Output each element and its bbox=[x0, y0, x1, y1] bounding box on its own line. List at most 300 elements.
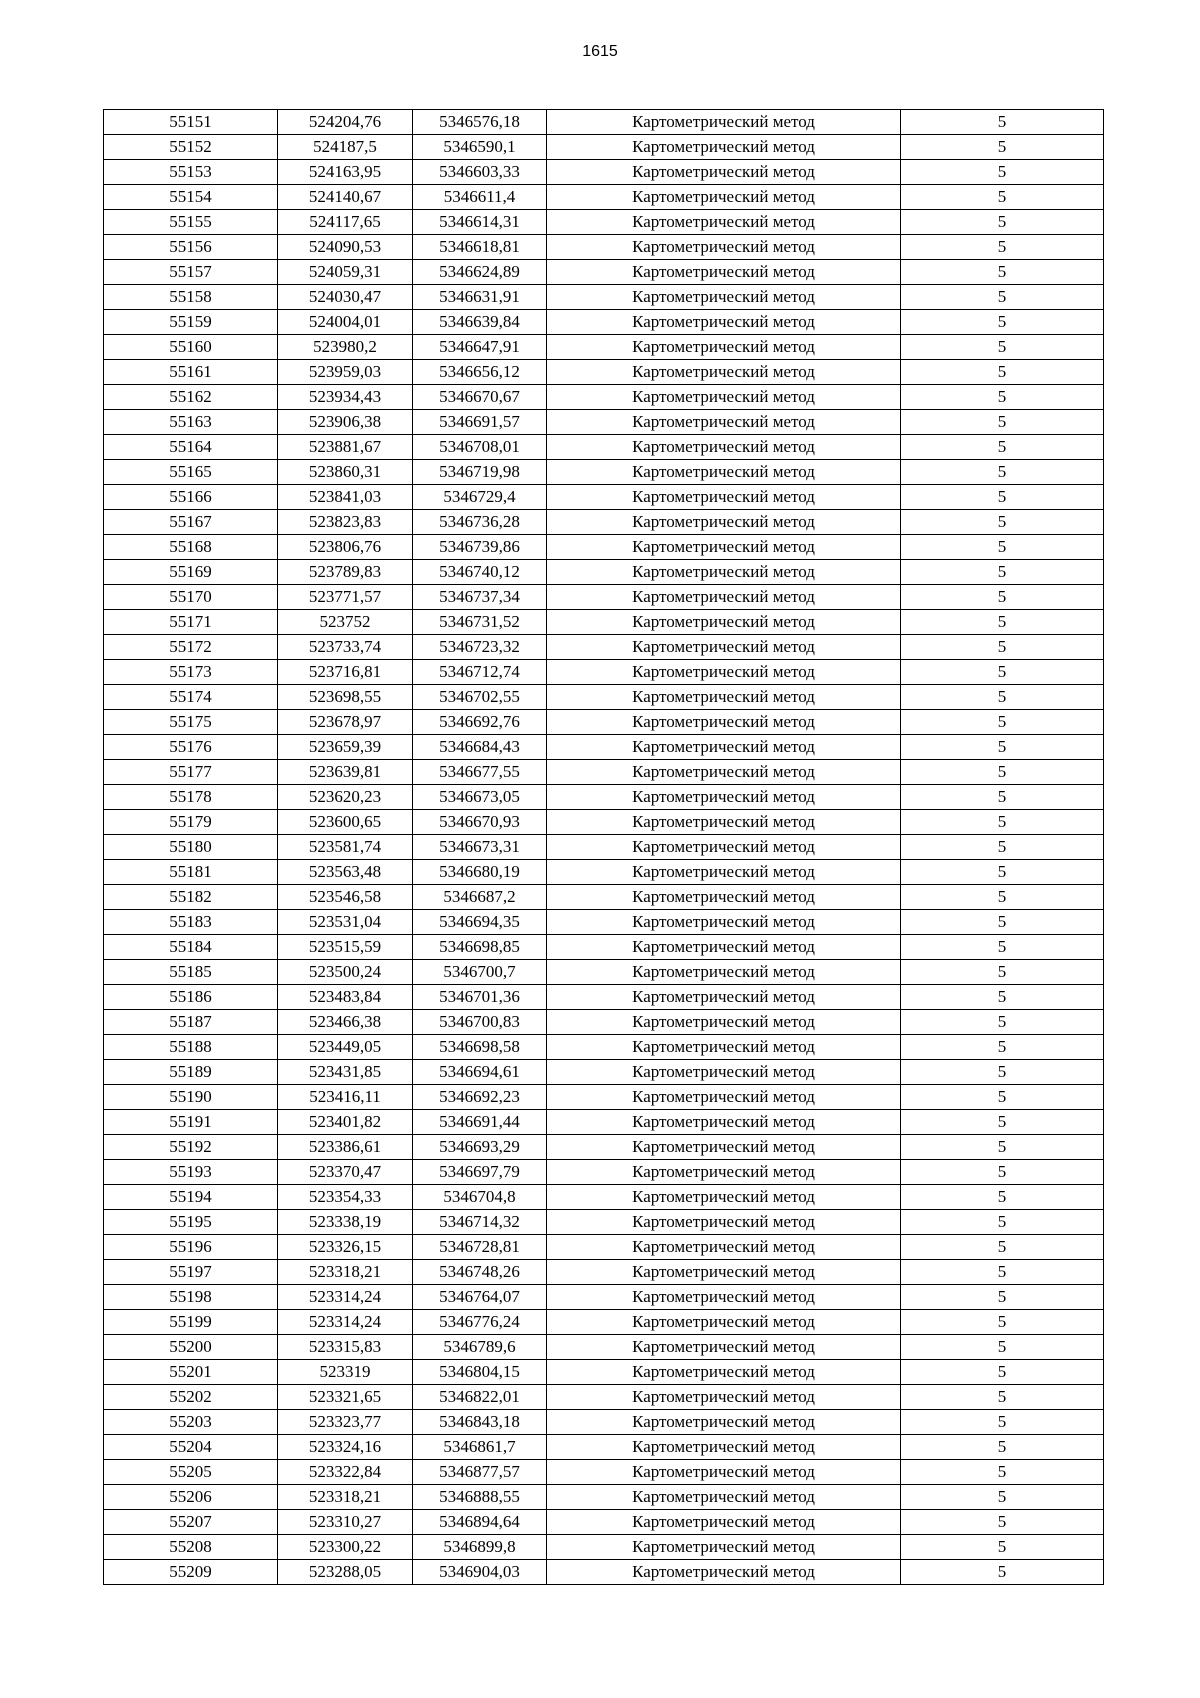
table-row bbox=[104, 1535, 1104, 1560]
y-coordinate-cell: 5346764,07 bbox=[413, 1285, 547, 1310]
y-coordinate-cell: 5346698,85 bbox=[413, 935, 547, 960]
method-cell: Картометрический метод bbox=[547, 1210, 901, 1235]
accuracy-cell: 5 bbox=[901, 1385, 1104, 1410]
method-cell: Картометрический метод bbox=[547, 760, 901, 785]
point-number-cell: 55186 bbox=[104, 985, 278, 1010]
y-coordinate-cell: 5346576,18 bbox=[413, 110, 547, 135]
point-number-cell: 55183 bbox=[104, 910, 278, 935]
x-coordinate-cell: 523789,83 bbox=[278, 560, 413, 585]
y-coordinate-cell: 5346680,19 bbox=[413, 860, 547, 885]
point-number-cell: 55199 bbox=[104, 1310, 278, 1335]
method-cell: Картометрический метод bbox=[547, 935, 901, 960]
method-cell: Картометрический метод bbox=[547, 385, 901, 410]
method-cell: Картометрический метод bbox=[547, 1410, 901, 1435]
accuracy-cell: 5 bbox=[901, 210, 1104, 235]
table-row bbox=[104, 510, 1104, 535]
table-row bbox=[104, 1235, 1104, 1260]
y-coordinate-cell: 5346691,44 bbox=[413, 1110, 547, 1135]
accuracy-cell: 5 bbox=[901, 510, 1104, 535]
method-cell: Картометрический метод bbox=[547, 1185, 901, 1210]
point-number-cell: 55202 bbox=[104, 1385, 278, 1410]
y-coordinate-cell: 5346603,33 bbox=[413, 160, 547, 185]
accuracy-cell: 5 bbox=[901, 360, 1104, 385]
y-coordinate-cell: 5346789,6 bbox=[413, 1335, 547, 1360]
point-number-cell: 55167 bbox=[104, 510, 278, 535]
method-cell: Картометрический метод bbox=[547, 435, 901, 460]
method-cell: Картометрический метод bbox=[547, 985, 901, 1010]
table-row bbox=[104, 260, 1104, 285]
y-coordinate-cell: 5346736,28 bbox=[413, 510, 547, 535]
table-row bbox=[104, 760, 1104, 785]
method-cell: Картометрический метод bbox=[547, 285, 901, 310]
x-coordinate-cell: 523959,03 bbox=[278, 360, 413, 385]
method-cell: Картометрический метод bbox=[547, 210, 901, 235]
method-cell: Картометрический метод bbox=[547, 235, 901, 260]
point-number-cell: 55208 bbox=[104, 1535, 278, 1560]
method-cell: Картометрический метод bbox=[547, 1085, 901, 1110]
x-coordinate-cell: 524163,95 bbox=[278, 160, 413, 185]
point-number-cell: 55155 bbox=[104, 210, 278, 235]
y-coordinate-cell: 5346590,1 bbox=[413, 135, 547, 160]
table-row bbox=[104, 1560, 1104, 1585]
x-coordinate-cell: 523531,04 bbox=[278, 910, 413, 935]
x-coordinate-cell: 523326,15 bbox=[278, 1235, 413, 1260]
accuracy-cell: 5 bbox=[901, 285, 1104, 310]
accuracy-cell: 5 bbox=[901, 1035, 1104, 1060]
x-coordinate-cell: 523370,47 bbox=[278, 1160, 413, 1185]
y-coordinate-cell: 5346729,4 bbox=[413, 485, 547, 510]
table-row bbox=[104, 435, 1104, 460]
method-cell: Картометрический метод bbox=[547, 810, 901, 835]
table-row bbox=[104, 1435, 1104, 1460]
point-number-cell: 55187 bbox=[104, 1010, 278, 1035]
point-number-cell: 55166 bbox=[104, 485, 278, 510]
method-cell: Картометрический метод bbox=[547, 360, 901, 385]
point-number-cell: 55193 bbox=[104, 1160, 278, 1185]
table-row bbox=[104, 810, 1104, 835]
table-row bbox=[104, 660, 1104, 685]
y-coordinate-cell: 5346687,2 bbox=[413, 885, 547, 910]
point-number-cell: 55175 bbox=[104, 710, 278, 735]
accuracy-cell: 5 bbox=[901, 960, 1104, 985]
accuracy-cell: 5 bbox=[901, 660, 1104, 685]
accuracy-cell: 5 bbox=[901, 1410, 1104, 1435]
x-coordinate-cell: 523338,19 bbox=[278, 1210, 413, 1235]
table-row bbox=[104, 335, 1104, 360]
method-cell: Картометрический метод bbox=[547, 1460, 901, 1485]
method-cell: Картометрический метод bbox=[547, 135, 901, 160]
accuracy-cell: 5 bbox=[901, 560, 1104, 585]
method-cell: Картометрический метод bbox=[547, 110, 901, 135]
table-row bbox=[104, 485, 1104, 510]
point-number-cell: 55169 bbox=[104, 560, 278, 585]
point-number-cell: 55182 bbox=[104, 885, 278, 910]
x-coordinate-cell: 524090,53 bbox=[278, 235, 413, 260]
y-coordinate-cell: 5346861,7 bbox=[413, 1435, 547, 1460]
x-coordinate-cell: 523318,21 bbox=[278, 1485, 413, 1510]
table-row bbox=[104, 635, 1104, 660]
point-number-cell: 55196 bbox=[104, 1235, 278, 1260]
y-coordinate-cell: 5346731,52 bbox=[413, 610, 547, 635]
table-row bbox=[104, 1110, 1104, 1135]
x-coordinate-cell: 523323,77 bbox=[278, 1410, 413, 1435]
point-number-cell: 55153 bbox=[104, 160, 278, 185]
y-coordinate-cell: 5346904,03 bbox=[413, 1560, 547, 1585]
y-coordinate-cell: 5346701,36 bbox=[413, 985, 547, 1010]
point-number-cell: 55207 bbox=[104, 1510, 278, 1535]
y-coordinate-cell: 5346673,31 bbox=[413, 835, 547, 860]
table-row bbox=[104, 885, 1104, 910]
x-coordinate-cell: 523639,81 bbox=[278, 760, 413, 785]
table-row bbox=[104, 310, 1104, 335]
y-coordinate-cell: 5346702,55 bbox=[413, 685, 547, 710]
method-cell: Картометрический метод bbox=[547, 960, 901, 985]
accuracy-cell: 5 bbox=[901, 1260, 1104, 1285]
table-row bbox=[104, 910, 1104, 935]
method-cell: Картометрический метод bbox=[547, 510, 901, 535]
point-number-cell: 55163 bbox=[104, 410, 278, 435]
table-row bbox=[104, 585, 1104, 610]
method-cell: Картометрический метод bbox=[547, 1260, 901, 1285]
x-coordinate-cell: 523322,84 bbox=[278, 1460, 413, 1485]
table-row bbox=[104, 285, 1104, 310]
y-coordinate-cell: 5346748,26 bbox=[413, 1260, 547, 1285]
table-row bbox=[104, 935, 1104, 960]
x-coordinate-cell: 523386,61 bbox=[278, 1135, 413, 1160]
y-coordinate-cell: 5346618,81 bbox=[413, 235, 547, 260]
y-coordinate-cell: 5346698,58 bbox=[413, 1035, 547, 1060]
point-number-cell: 55177 bbox=[104, 760, 278, 785]
x-coordinate-cell: 523319 bbox=[278, 1360, 413, 1385]
method-cell: Картометрический метод bbox=[547, 1435, 901, 1460]
accuracy-cell: 5 bbox=[901, 785, 1104, 810]
accuracy-cell: 5 bbox=[901, 485, 1104, 510]
accuracy-cell: 5 bbox=[901, 910, 1104, 935]
y-coordinate-cell: 5346656,12 bbox=[413, 360, 547, 385]
point-number-cell: 55162 bbox=[104, 385, 278, 410]
accuracy-cell: 5 bbox=[901, 610, 1104, 635]
point-number-cell: 55200 bbox=[104, 1335, 278, 1360]
method-cell: Картометрический метод bbox=[547, 560, 901, 585]
accuracy-cell: 5 bbox=[901, 1060, 1104, 1085]
accuracy-cell: 5 bbox=[901, 335, 1104, 360]
point-number-cell: 55205 bbox=[104, 1460, 278, 1485]
point-number-cell: 55194 bbox=[104, 1185, 278, 1210]
method-cell: Картометрический метод bbox=[547, 660, 901, 685]
point-number-cell: 55151 bbox=[104, 110, 278, 135]
accuracy-cell: 5 bbox=[901, 885, 1104, 910]
x-coordinate-cell: 523860,31 bbox=[278, 460, 413, 485]
y-coordinate-cell: 5346712,74 bbox=[413, 660, 547, 685]
y-coordinate-cell: 5346723,32 bbox=[413, 635, 547, 660]
point-number-cell: 55161 bbox=[104, 360, 278, 385]
y-coordinate-cell: 5346700,7 bbox=[413, 960, 547, 985]
x-coordinate-cell: 523324,16 bbox=[278, 1435, 413, 1460]
x-coordinate-cell: 523500,24 bbox=[278, 960, 413, 985]
point-number-cell: 55198 bbox=[104, 1285, 278, 1310]
table-row bbox=[104, 1385, 1104, 1410]
y-coordinate-cell: 5346677,55 bbox=[413, 760, 547, 785]
table-row bbox=[104, 710, 1104, 735]
table-row bbox=[104, 1160, 1104, 1185]
y-coordinate-cell: 5346804,15 bbox=[413, 1360, 547, 1385]
accuracy-cell: 5 bbox=[901, 935, 1104, 960]
x-coordinate-cell: 523315,83 bbox=[278, 1335, 413, 1360]
x-coordinate-cell: 523310,27 bbox=[278, 1510, 413, 1535]
y-coordinate-cell: 5346691,57 bbox=[413, 410, 547, 435]
method-cell: Картометрический метод bbox=[547, 1335, 901, 1360]
point-number-cell: 55190 bbox=[104, 1085, 278, 1110]
coordinates-table bbox=[103, 109, 1104, 1585]
point-number-cell: 55158 bbox=[104, 285, 278, 310]
point-number-cell: 55188 bbox=[104, 1035, 278, 1060]
x-coordinate-cell: 523841,03 bbox=[278, 485, 413, 510]
x-coordinate-cell: 524117,65 bbox=[278, 210, 413, 235]
method-cell: Картометрический метод bbox=[547, 185, 901, 210]
table-row bbox=[104, 185, 1104, 210]
table-row bbox=[104, 1460, 1104, 1485]
table-row bbox=[104, 1510, 1104, 1535]
accuracy-cell: 5 bbox=[901, 535, 1104, 560]
x-coordinate-cell: 523906,38 bbox=[278, 410, 413, 435]
x-coordinate-cell: 523483,84 bbox=[278, 985, 413, 1010]
point-number-cell: 55192 bbox=[104, 1135, 278, 1160]
x-coordinate-cell: 523881,67 bbox=[278, 435, 413, 460]
x-coordinate-cell: 523314,24 bbox=[278, 1285, 413, 1310]
method-cell: Картометрический метод bbox=[547, 535, 901, 560]
accuracy-cell: 5 bbox=[901, 135, 1104, 160]
table-row bbox=[104, 735, 1104, 760]
x-coordinate-cell: 523354,33 bbox=[278, 1185, 413, 1210]
point-number-cell: 55179 bbox=[104, 810, 278, 835]
table-row bbox=[104, 860, 1104, 885]
y-coordinate-cell: 5346692,23 bbox=[413, 1085, 547, 1110]
x-coordinate-cell: 523771,57 bbox=[278, 585, 413, 610]
table-row bbox=[104, 1060, 1104, 1085]
accuracy-cell: 5 bbox=[901, 1110, 1104, 1135]
table-row bbox=[104, 1360, 1104, 1385]
point-number-cell: 55159 bbox=[104, 310, 278, 335]
method-cell: Картометрический метод bbox=[547, 310, 901, 335]
y-coordinate-cell: 5346700,83 bbox=[413, 1010, 547, 1035]
accuracy-cell: 5 bbox=[901, 235, 1104, 260]
accuracy-cell: 5 bbox=[901, 1360, 1104, 1385]
accuracy-cell: 5 bbox=[901, 1560, 1104, 1585]
point-number-cell: 55171 bbox=[104, 610, 278, 635]
point-number-cell: 55201 bbox=[104, 1360, 278, 1385]
y-coordinate-cell: 5346631,91 bbox=[413, 285, 547, 310]
accuracy-cell: 5 bbox=[901, 1460, 1104, 1485]
accuracy-cell: 5 bbox=[901, 1435, 1104, 1460]
table-row bbox=[104, 460, 1104, 485]
y-coordinate-cell: 5346719,98 bbox=[413, 460, 547, 485]
y-coordinate-cell: 5346737,34 bbox=[413, 585, 547, 610]
x-coordinate-cell: 524030,47 bbox=[278, 285, 413, 310]
x-coordinate-cell: 523318,21 bbox=[278, 1260, 413, 1285]
y-coordinate-cell: 5346693,29 bbox=[413, 1135, 547, 1160]
table-row bbox=[104, 110, 1104, 135]
point-number-cell: 55204 bbox=[104, 1435, 278, 1460]
accuracy-cell: 5 bbox=[901, 260, 1104, 285]
x-coordinate-cell: 524059,31 bbox=[278, 260, 413, 285]
x-coordinate-cell: 523546,58 bbox=[278, 885, 413, 910]
method-cell: Картометрический метод bbox=[547, 635, 901, 660]
accuracy-cell: 5 bbox=[901, 385, 1104, 410]
x-coordinate-cell: 524140,67 bbox=[278, 185, 413, 210]
y-coordinate-cell: 5346624,89 bbox=[413, 260, 547, 285]
method-cell: Картометрический метод bbox=[547, 1235, 901, 1260]
y-coordinate-cell: 5346673,05 bbox=[413, 785, 547, 810]
accuracy-cell: 5 bbox=[901, 1335, 1104, 1360]
accuracy-cell: 5 bbox=[901, 760, 1104, 785]
y-coordinate-cell: 5346714,32 bbox=[413, 1210, 547, 1235]
y-coordinate-cell: 5346692,76 bbox=[413, 710, 547, 735]
x-coordinate-cell: 523659,39 bbox=[278, 735, 413, 760]
x-coordinate-cell: 524187,5 bbox=[278, 135, 413, 160]
method-cell: Картометрический метод bbox=[547, 785, 901, 810]
table-row bbox=[104, 1285, 1104, 1310]
accuracy-cell: 5 bbox=[901, 460, 1104, 485]
method-cell: Картометрический метод bbox=[547, 460, 901, 485]
method-cell: Картометрический метод bbox=[547, 1485, 901, 1510]
y-coordinate-cell: 5346647,91 bbox=[413, 335, 547, 360]
x-coordinate-cell: 523563,48 bbox=[278, 860, 413, 885]
point-number-cell: 55176 bbox=[104, 735, 278, 760]
y-coordinate-cell: 5346877,57 bbox=[413, 1460, 547, 1485]
y-coordinate-cell: 5346694,35 bbox=[413, 910, 547, 935]
table-row bbox=[104, 1010, 1104, 1035]
y-coordinate-cell: 5346894,64 bbox=[413, 1510, 547, 1535]
accuracy-cell: 5 bbox=[901, 1085, 1104, 1110]
accuracy-cell: 5 bbox=[901, 1285, 1104, 1310]
x-coordinate-cell: 523321,65 bbox=[278, 1385, 413, 1410]
table-row bbox=[104, 1035, 1104, 1060]
method-cell: Картометрический метод bbox=[547, 1285, 901, 1310]
accuracy-cell: 5 bbox=[901, 835, 1104, 860]
y-coordinate-cell: 5346614,31 bbox=[413, 210, 547, 235]
x-coordinate-cell: 523314,24 bbox=[278, 1310, 413, 1335]
method-cell: Картометрический метод bbox=[547, 835, 901, 860]
x-coordinate-cell: 523401,82 bbox=[278, 1110, 413, 1135]
y-coordinate-cell: 5346639,84 bbox=[413, 310, 547, 335]
point-number-cell: 55152 bbox=[104, 135, 278, 160]
y-coordinate-cell: 5346694,61 bbox=[413, 1060, 547, 1085]
method-cell: Картометрический метод bbox=[547, 710, 901, 735]
x-coordinate-cell: 523698,55 bbox=[278, 685, 413, 710]
accuracy-cell: 5 bbox=[901, 860, 1104, 885]
method-cell: Картометрический метод bbox=[547, 610, 901, 635]
point-number-cell: 55203 bbox=[104, 1410, 278, 1435]
accuracy-cell: 5 bbox=[901, 1510, 1104, 1535]
table-row bbox=[104, 560, 1104, 585]
table-row bbox=[104, 1135, 1104, 1160]
x-coordinate-cell: 523466,38 bbox=[278, 1010, 413, 1035]
accuracy-cell: 5 bbox=[901, 1535, 1104, 1560]
y-coordinate-cell: 5346670,93 bbox=[413, 810, 547, 835]
x-coordinate-cell: 523806,76 bbox=[278, 535, 413, 560]
y-coordinate-cell: 5346899,8 bbox=[413, 1535, 547, 1560]
y-coordinate-cell: 5346822,01 bbox=[413, 1385, 547, 1410]
method-cell: Картометрический метод bbox=[547, 1310, 901, 1335]
x-coordinate-cell: 524204,76 bbox=[278, 110, 413, 135]
point-number-cell: 55185 bbox=[104, 960, 278, 985]
point-number-cell: 55172 bbox=[104, 635, 278, 660]
accuracy-cell: 5 bbox=[901, 1210, 1104, 1235]
point-number-cell: 55195 bbox=[104, 1210, 278, 1235]
x-coordinate-cell: 523823,83 bbox=[278, 510, 413, 535]
point-number-cell: 55164 bbox=[104, 435, 278, 460]
accuracy-cell: 5 bbox=[901, 1485, 1104, 1510]
table-row bbox=[104, 360, 1104, 385]
method-cell: Картометрический метод bbox=[547, 885, 901, 910]
accuracy-cell: 5 bbox=[901, 310, 1104, 335]
page-number: 1615 bbox=[582, 43, 618, 60]
x-coordinate-cell: 523980,2 bbox=[278, 335, 413, 360]
x-coordinate-cell: 523416,11 bbox=[278, 1085, 413, 1110]
accuracy-cell: 5 bbox=[901, 160, 1104, 185]
accuracy-cell: 5 bbox=[901, 110, 1104, 135]
table-row bbox=[104, 835, 1104, 860]
y-coordinate-cell: 5346670,67 bbox=[413, 385, 547, 410]
x-coordinate-cell: 523449,05 bbox=[278, 1035, 413, 1060]
x-coordinate-cell: 523716,81 bbox=[278, 660, 413, 685]
y-coordinate-cell: 5346728,81 bbox=[413, 1235, 547, 1260]
table-row bbox=[104, 960, 1104, 985]
point-number-cell: 55174 bbox=[104, 685, 278, 710]
table-row bbox=[104, 135, 1104, 160]
method-cell: Картометрический метод bbox=[547, 585, 901, 610]
method-cell: Картометрический метод bbox=[547, 1385, 901, 1410]
x-coordinate-cell: 523581,74 bbox=[278, 835, 413, 860]
x-coordinate-cell: 523300,22 bbox=[278, 1535, 413, 1560]
method-cell: Картометрический метод bbox=[547, 160, 901, 185]
table-row bbox=[104, 1210, 1104, 1235]
x-coordinate-cell: 523678,97 bbox=[278, 710, 413, 735]
table-row bbox=[104, 985, 1104, 1010]
table-row bbox=[104, 685, 1104, 710]
point-number-cell: 55165 bbox=[104, 460, 278, 485]
method-cell: Картометрический метод bbox=[547, 1160, 901, 1185]
point-number-cell: 55181 bbox=[104, 860, 278, 885]
point-number-cell: 55168 bbox=[104, 535, 278, 560]
point-number-cell: 55206 bbox=[104, 1485, 278, 1510]
method-cell: Картометрический метод bbox=[547, 910, 901, 935]
point-number-cell: 55170 bbox=[104, 585, 278, 610]
method-cell: Картометрический метод bbox=[547, 1535, 901, 1560]
method-cell: Картометрический метод bbox=[547, 735, 901, 760]
table-row bbox=[104, 1185, 1104, 1210]
method-cell: Картометрический метод bbox=[547, 485, 901, 510]
y-coordinate-cell: 5346708,01 bbox=[413, 435, 547, 460]
y-coordinate-cell: 5346684,43 bbox=[413, 735, 547, 760]
accuracy-cell: 5 bbox=[901, 1160, 1104, 1185]
table-row bbox=[104, 785, 1104, 810]
y-coordinate-cell: 5346704,8 bbox=[413, 1185, 547, 1210]
method-cell: Картометрический метод bbox=[547, 260, 901, 285]
method-cell: Картометрический метод bbox=[547, 685, 901, 710]
point-number-cell: 55189 bbox=[104, 1060, 278, 1085]
table-row bbox=[104, 385, 1104, 410]
accuracy-cell: 5 bbox=[901, 1135, 1104, 1160]
accuracy-cell: 5 bbox=[901, 735, 1104, 760]
point-number-cell: 55173 bbox=[104, 660, 278, 685]
point-number-cell: 55197 bbox=[104, 1260, 278, 1285]
accuracy-cell: 5 bbox=[901, 985, 1104, 1010]
table-row bbox=[104, 1485, 1104, 1510]
point-number-cell: 55178 bbox=[104, 785, 278, 810]
point-number-cell: 55154 bbox=[104, 185, 278, 210]
y-coordinate-cell: 5346740,12 bbox=[413, 560, 547, 585]
